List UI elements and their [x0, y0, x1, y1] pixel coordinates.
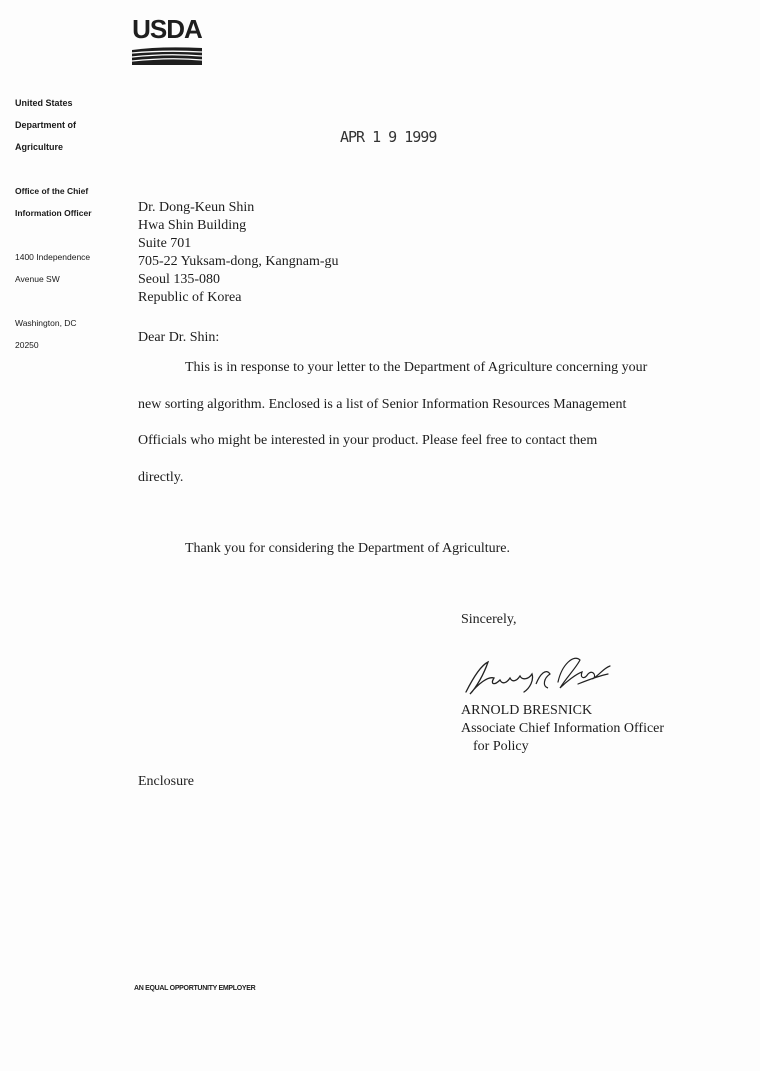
paragraph-line: directly.	[138, 470, 184, 486]
address-line: Dr. Dong-Keun Shin	[138, 200, 255, 215]
city-line: 20250	[15, 340, 39, 350]
recipient-address	[138, 199, 339, 307]
logo-field-icon	[130, 44, 204, 66]
address-line: Hwa Shin Building	[138, 218, 247, 233]
signer-name: ARNOLD BRESNICK	[461, 703, 593, 718]
signer-block	[461, 702, 664, 756]
office-name	[15, 175, 125, 230]
date-stamp: APR 1 9 1999	[340, 128, 437, 146]
handwritten-signature-icon	[458, 644, 628, 704]
body-paragraph-1	[138, 359, 708, 506]
paragraph-line: Officials who might be interested in your product. Please feel free to contact them	[138, 433, 598, 449]
city-address	[15, 307, 125, 362]
closing: Sincerely,	[461, 612, 517, 627]
agency-line: United States	[15, 98, 73, 108]
office-line: Information Officer	[15, 208, 92, 218]
street-line: Avenue SW	[15, 274, 60, 284]
address-line: Suite 701	[138, 236, 192, 251]
address-line: Republic of Korea	[138, 290, 242, 305]
street-address	[15, 241, 125, 296]
address-line: Seoul 135-080	[138, 272, 221, 287]
street-line: 1400 Independence	[15, 252, 91, 262]
office-line: Office of the Chief	[15, 186, 89, 196]
paragraph-line: new sorting algorithm. Enclosed is a list of Senior Information Resources Management	[138, 396, 627, 412]
body-paragraph-2: Thank you for considering the Department of Agriculture.	[185, 541, 511, 556]
address-line: 705-22 Yuksam-dong, Kangnam-gu	[138, 254, 339, 269]
signer-title: Associate Chief Information Officer	[461, 721, 665, 736]
agency-name	[15, 87, 125, 164]
agency-line: Agriculture	[15, 142, 64, 152]
salutation: Dear Dr. Shin:	[138, 330, 220, 345]
usda-logo	[130, 16, 204, 68]
footer-eoe: AN EQUAL OPPORTUNITY EMPLOYER	[134, 985, 256, 992]
logo-text: USDA	[132, 14, 202, 44]
city-line: Washington, DC	[15, 318, 77, 328]
letterhead-sidebar	[15, 87, 125, 373]
agency-line: Department of	[15, 120, 77, 130]
paragraph-line: This is in response to your letter to the Department of Agriculture concerning your	[185, 360, 648, 375]
signer-title-cont: for Policy	[473, 739, 529, 754]
enclosure-note: Enclosure	[138, 774, 194, 789]
